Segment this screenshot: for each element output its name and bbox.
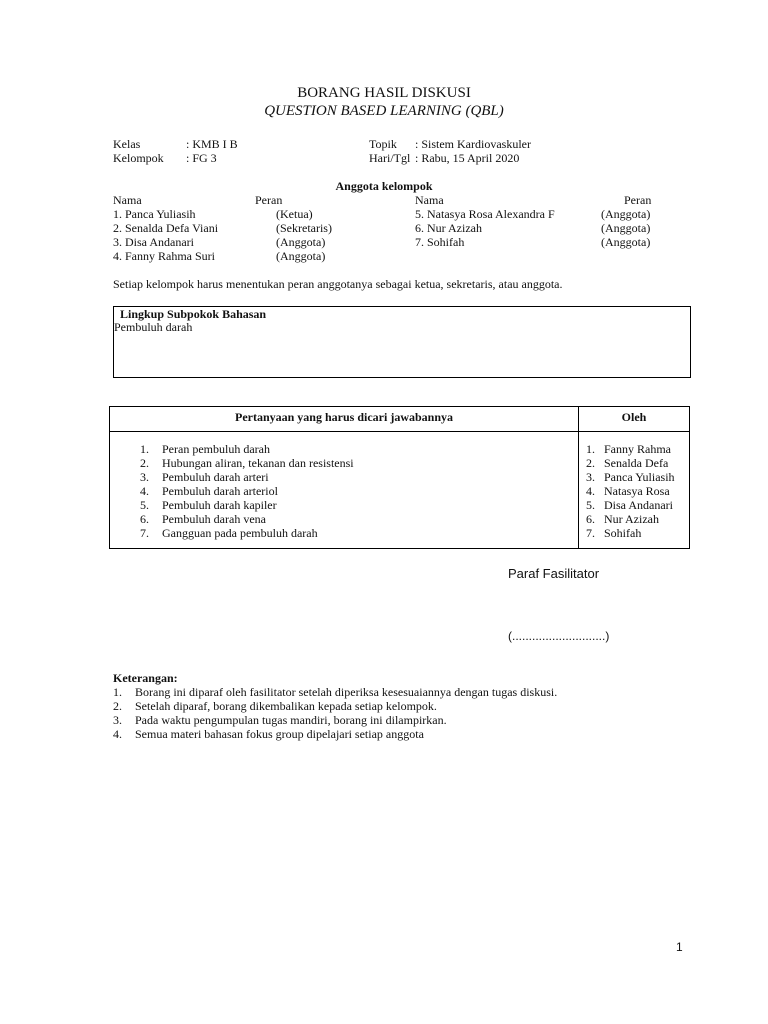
question-item <box>140 484 278 499</box>
notes-heading: Keterangan: <box>113 671 178 685</box>
assignee-item <box>586 512 659 527</box>
question-number: 4. <box>140 484 149 498</box>
assignee-name: Disa Andanari <box>604 498 673 512</box>
assignee-name: Sohifah <box>604 526 642 540</box>
note-number: 4. <box>113 727 122 741</box>
question-text: Pembuluh darah arteriol <box>162 484 278 498</box>
assignee-item <box>586 442 671 457</box>
assignee-number: 6. <box>586 512 595 526</box>
assignee-name: Fanny Rahma <box>604 442 671 456</box>
member-name: 7. Sohifah <box>415 235 465 249</box>
question-text: Hubungan aliran, tekanan dan resistensi <box>162 456 354 470</box>
signature-line: (............................) <box>508 629 610 643</box>
table-divider <box>578 407 579 548</box>
question-item <box>140 442 270 457</box>
note-text: Pada waktu pengumpulan tugas mandiri, borang ini dilampirkan. <box>135 713 447 727</box>
question-text: Pembuluh darah arteri <box>162 470 269 484</box>
member-name: 4. Fanny Rahma Suri <box>113 249 215 263</box>
kelas-value: : KMB I B <box>186 137 238 151</box>
member-role: (Anggota) <box>276 249 326 263</box>
note-number: 3. <box>113 713 122 727</box>
note-text: Setelah diparaf, borang dikembalikan kepada setiap kelompok. <box>135 699 437 713</box>
member-name: 6. Nur Azizah <box>415 221 482 235</box>
assignee-number: 3. <box>586 470 595 484</box>
signature-label: Paraf Fasilitator <box>508 566 600 581</box>
question-item <box>140 470 269 485</box>
assignee-number: 2. <box>586 456 595 470</box>
haritgl-label: Hari/Tgl <box>369 151 411 165</box>
scope-box <box>113 306 691 378</box>
kelas-label: Kelas <box>113 137 141 151</box>
question-number: 1. <box>140 442 149 456</box>
assignee-number: 7. <box>586 526 595 540</box>
assignee-name: Nur Azizah <box>604 512 659 526</box>
question-item <box>140 498 277 513</box>
members-col-peran-left: Peran <box>255 193 283 207</box>
note-item <box>113 685 557 700</box>
note-item <box>113 699 437 714</box>
note-text: Semua materi bahasan fokus group dipelajari setiap anggota <box>135 727 424 741</box>
document-title: BORANG HASIL DISKUSI <box>297 85 471 101</box>
member-role: (Ketua) <box>276 207 313 221</box>
note-number: 1. <box>113 685 122 699</box>
kelompok-label: Kelompok <box>113 151 164 165</box>
question-number: 7. <box>140 526 149 540</box>
topik-label: Topik <box>369 137 397 151</box>
question-text: Peran pembuluh darah <box>162 442 270 456</box>
scope-content: Pembuluh darah <box>114 320 193 334</box>
member-role: (Anggota) <box>601 221 651 235</box>
question-number: 5. <box>140 498 149 512</box>
member-name: 5. Natasya Rosa Alexandra F <box>415 207 555 221</box>
member-name: 2. Senalda Defa Viani <box>113 221 219 235</box>
member-name: 1. Panca Yuliasih <box>113 207 196 221</box>
question-text: Pembuluh darah vena <box>162 512 266 526</box>
question-item <box>140 526 318 541</box>
member-role: (Anggota) <box>601 235 651 249</box>
note-text: Borang ini diparaf oleh fasilitator setelah diperiksa kesesuaiannya dengan tugas diskusi. <box>135 685 558 699</box>
question-item <box>140 456 354 471</box>
members-note: Setiap kelompok harus menentukan peran anggotanya sebagai ketua, sekretaris, atau anggota. <box>113 277 563 291</box>
member-role: (Anggota) <box>601 207 651 221</box>
question-item <box>140 512 266 527</box>
table-divider <box>110 431 689 432</box>
assignee-item <box>586 498 673 513</box>
members-heading: Anggota kelompok <box>335 179 433 193</box>
assignee-item <box>586 484 670 499</box>
question-text: Gangguan pada pembuluh darah <box>162 526 318 540</box>
questions-table <box>109 406 690 549</box>
member-role: (Anggota) <box>276 235 326 249</box>
assignee-name: Panca Yuliasih <box>604 470 675 484</box>
member-name: 3. Disa Andanari <box>113 235 194 249</box>
kelompok-value: : FG 3 <box>186 151 217 165</box>
assignee-name: Senalda Defa <box>604 456 669 470</box>
assignee-item <box>586 456 668 471</box>
note-item <box>113 713 447 728</box>
assignee-number: 4. <box>586 484 595 498</box>
assignee-number: 5. <box>586 498 595 512</box>
question-number: 6. <box>140 512 149 526</box>
note-number: 2. <box>113 699 122 713</box>
members-col-nama-left: Nama <box>113 193 142 207</box>
members-col-nama-right: Nama <box>415 193 444 207</box>
members-col-peran-right: Peran <box>624 193 652 207</box>
member-role: (Sekretaris) <box>276 221 332 235</box>
assignee-number: 1. <box>586 442 595 456</box>
by-column-header: Oleh <box>621 410 647 424</box>
question-text: Pembuluh darah kapiler <box>162 498 277 512</box>
haritgl-value: : Rabu, 15 April 2020 <box>415 151 520 165</box>
assignee-name: Natasya Rosa <box>604 484 670 498</box>
scope-heading: Lingkup Subpokok Bahasan <box>120 307 267 321</box>
question-column-header: Pertanyaan yang harus dicari jawabannya <box>234 410 454 424</box>
page-number: 1 <box>676 940 683 954</box>
note-item <box>113 727 424 742</box>
assignee-item <box>586 470 675 485</box>
topik-value: : Sistem Kardiovaskuler <box>415 137 531 151</box>
question-number: 2. <box>140 456 149 470</box>
question-number: 3. <box>140 470 149 484</box>
assignee-item <box>586 526 641 541</box>
document-subtitle: QUESTION BASED LEARNING (QBL) <box>264 103 504 119</box>
